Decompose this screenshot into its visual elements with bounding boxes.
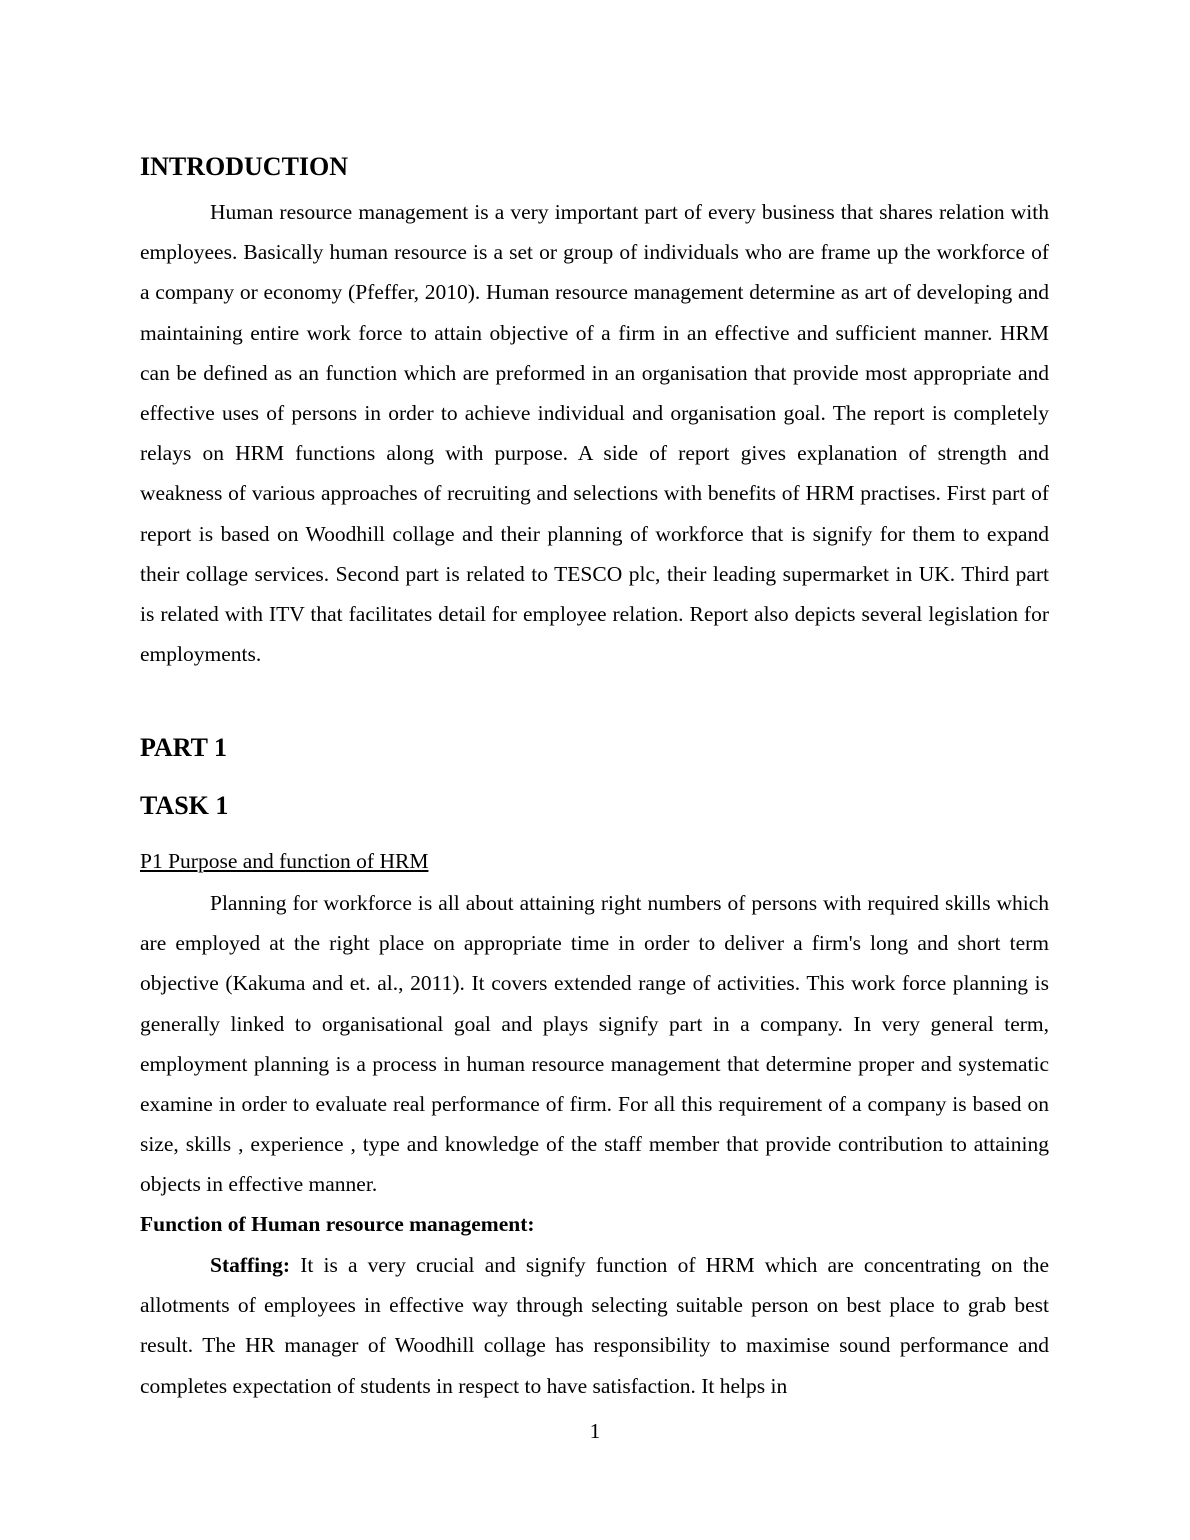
staffing-paragraph xyxy=(140,1245,1049,1406)
section-subheading: P1 Purpose and function of HRM xyxy=(140,849,429,873)
staffing-text: It is a very crucial and signify function of HRM which are concentrating on the allotments of employees in effective way through selecting suitable person on best place to grab best result. The HR manager of Woodhill collage has responsibility to maximise sound performance and completes expectation of students in respect to have satisfaction. It helps in xyxy=(140,1253,1049,1398)
planning-paragraph: Planning for workforce is all about attaining right numbers of persons with required skills which are employed at the right place on appropriate time in order to deliver a firm's long and short term objective (Kakuma and et. al., 2011). It covers extended range of activities. This work force planning is generally linked to organisational goal and plays signify part in a company. In very general term, employment planning is a process in human resource management that determine proper and systematic examine in order to evaluate real performance of firm. For all this requirement of a company is based on size, skills , experience , type and knowledge of the staff member that provide contribution to attaining objects in effective manner. xyxy=(140,891,1049,1197)
task-heading: TASK 1 xyxy=(140,791,229,820)
intro-paragraph: Human resource management is a very important part of every business that shares relation with employees. Basically human resource is a set or group of individuals who are frame up the workforce of a company or economy (Pfeffer, 2010). Human resource management determine as art of developing and maintaining entire work force to attain objective of a firm in an effective and sufficient manner. HRM can be defined as an function which are preformed in an organisation that provide most appropriate and effective uses of persons in order to achieve individual and organisation goal. The report is completely relays on HRM functions along with purpose. A side of report gives explanation of strength and weakness of various approaches of recruiting and selections with benefits of HRM practises. First part of report is based on Woodhill collage and their planning of workforce that is signify for them to expand their collage services. Second part is related to TESCO plc, their leading supermarket in UK. Third part is related with ITV that facilitates detail for employee relation. Report also depicts several legislation for employments. xyxy=(140,200,1049,667)
function-heading: Function of Human resource management: xyxy=(140,1212,535,1236)
part-heading: PART 1 xyxy=(140,733,227,762)
page-number: 1 xyxy=(589,1419,601,1443)
staffing-label: Staffing: xyxy=(210,1253,291,1277)
intro-heading: INTRODUCTION xyxy=(140,152,349,181)
